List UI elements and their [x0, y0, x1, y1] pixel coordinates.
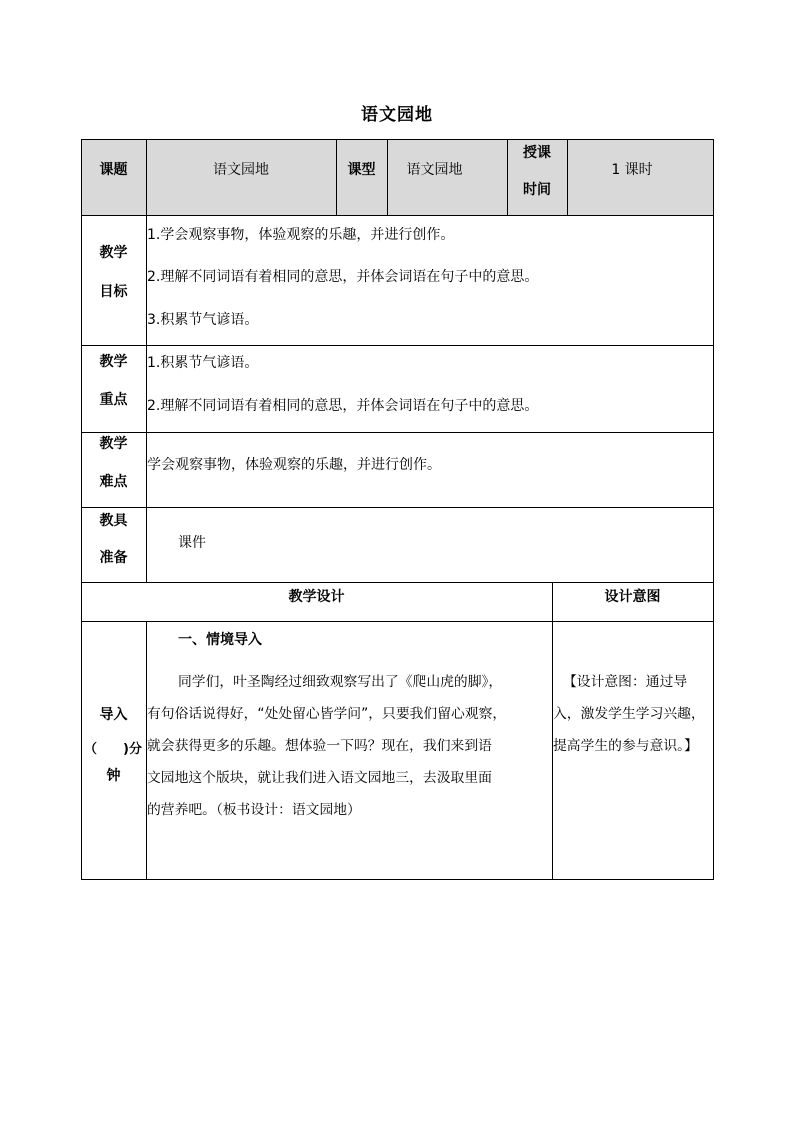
table-line	[81, 345, 714, 346]
table-line	[81, 879, 714, 880]
label-keypoints-line2: 重点	[99, 392, 128, 408]
intro-paragraph-line: 的营养吧。（板书设计：语文园地）	[147, 802, 361, 818]
label-objectives-line1: 教学	[99, 245, 128, 261]
time-value: 1 课时	[611, 162, 653, 178]
lesson-type-value: 语文园地	[406, 162, 463, 178]
intro-intent-line: 入，激发学生学习兴趣，	[553, 706, 705, 722]
intro-intent-line: 【设计意图：通过导	[563, 674, 688, 690]
table-line	[81, 582, 714, 583]
label-time-line1: 授课	[523, 145, 551, 161]
design-intent-header: 设计意图	[604, 589, 661, 605]
label-intro-line2: （ )分	[84, 742, 142, 757]
table-line	[81, 507, 714, 508]
label-intro-line3: 钟	[106, 768, 121, 784]
table-line	[81, 432, 714, 433]
label-objectives-line2: 目标	[99, 284, 128, 300]
table-line	[81, 215, 714, 216]
difficulties-text: 学会观察事物，体验观察的乐趣，并进行创作。	[147, 457, 441, 473]
label-topic: 课题	[99, 162, 128, 178]
keypoint-item: 2.理解不同词语有着相同的意思，并体会词语在句子中的意思。	[147, 398, 539, 414]
objective-item: 3.积累节气谚语。	[147, 312, 259, 328]
label-materials-line1: 教具	[99, 513, 128, 529]
table-line	[81, 621, 714, 622]
label-intro-line1: 导入	[99, 707, 128, 723]
topic-value: 语文园地	[213, 162, 269, 178]
document-title: 语文园地	[361, 105, 433, 125]
intro-paragraph-line: 同学们，叶圣陶经过细致观察写出了《爬山虎的脚》，	[178, 674, 503, 690]
label-materials-line2: 准备	[99, 550, 128, 566]
intro-paragraph-line: 就会获得更多的乐趣。想体验一下吗？现在，我们来到语	[147, 738, 492, 754]
label-time-line2: 时间	[523, 182, 551, 198]
objective-item: 1.学会观察事物，体验观察的乐趣，并进行创作。	[147, 227, 455, 243]
keypoint-item: 1.积累节气谚语。	[147, 355, 259, 371]
label-difficulties-line1: 教学	[99, 436, 128, 452]
intro-heading: 一、情境导入	[178, 632, 262, 648]
table-line	[713, 139, 714, 880]
intro-intent-line: 提高学生的参与意识。】	[553, 738, 698, 754]
teaching-design-header: 教学设计	[288, 589, 345, 605]
intro-paragraph-line: 文园地这个版块，就让我们进入语文园地三，去汲取里面	[147, 770, 492, 786]
label-lesson-type: 课型	[347, 162, 376, 178]
table-line	[552, 582, 553, 879]
label-difficulties-line2: 难点	[99, 474, 128, 490]
materials-text: 课件	[178, 535, 206, 551]
intro-paragraph-line: 有句俗话说得好，“处处留心皆学问”，只要我们留心观察，	[147, 706, 507, 722]
table-line	[81, 139, 714, 140]
label-keypoints-line1: 教学	[99, 354, 128, 370]
objective-item: 2.理解不同词语有着相同的意思，并体会词语在句子中的意思。	[147, 269, 539, 285]
